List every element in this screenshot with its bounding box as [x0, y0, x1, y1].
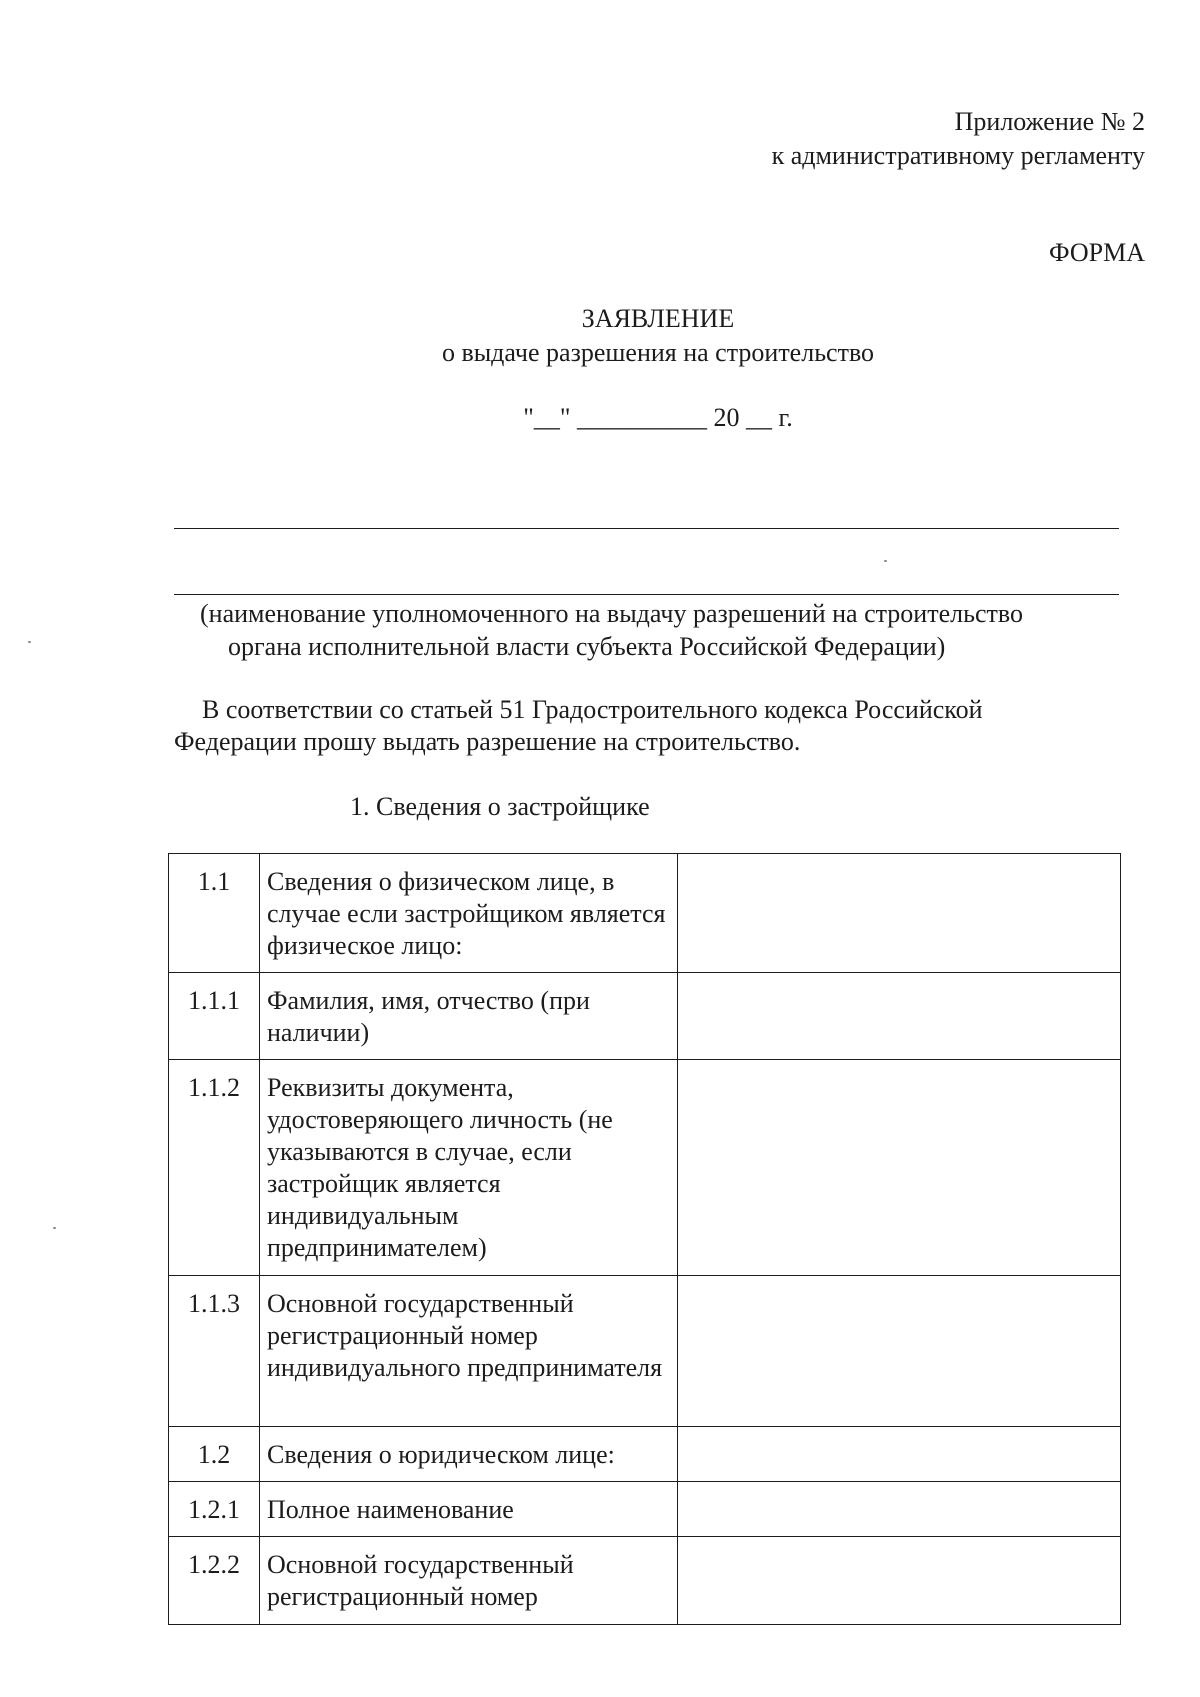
row-value-field[interactable]: [678, 1537, 1121, 1625]
row-number: 1.1.3: [169, 1276, 260, 1427]
developer-info-table: [168, 853, 1121, 1625]
document-subtitle: о выдаче разрешения на строительство: [441, 338, 875, 367]
table-row: [169, 973, 1121, 1060]
row-label: Основной государственный регистрационный номер индивидуального предпринимателя: [260, 1276, 678, 1427]
table-row: [169, 854, 1121, 973]
request-paragraph-line-1: В соответствии со статьей 51 Градостроительного кодекса Российской: [202, 695, 983, 724]
table-row: [169, 1060, 1121, 1276]
row-number: 1.1.2: [169, 1060, 260, 1276]
table-row: [169, 1482, 1121, 1537]
row-value-field[interactable]: [678, 1060, 1121, 1276]
row-number: 1.1: [169, 854, 260, 973]
appendix-line-2: к административному регламенту: [771, 141, 1145, 170]
table-row: [169, 1537, 1121, 1625]
row-number: 1.2: [169, 1427, 260, 1482]
row-value-field[interactable]: [678, 854, 1121, 973]
scan-speck: [884, 560, 887, 562]
row-label: Реквизиты документа, удостоверяющего личность (не указываются в случае, если застройщик является индивидуальным предпринимателем): [260, 1060, 678, 1276]
row-label: Фамилия, имя, отчество (при наличии): [260, 973, 678, 1060]
row-value-field[interactable]: [678, 1276, 1121, 1427]
form-label: ФОРМА: [1049, 238, 1145, 267]
row-number: 1.1.1: [169, 973, 260, 1060]
row-value-field[interactable]: [678, 1427, 1121, 1482]
date-line: "__" __________ 20 __ г.: [523, 403, 793, 432]
row-label: Полное наименование: [260, 1482, 678, 1537]
appendix-line-1: Приложение № 2: [954, 107, 1145, 136]
document-title: ЗАЯВЛЕНИЕ: [581, 304, 735, 333]
request-paragraph-line-2: Федерации прошу выдать разрешение на строительство.: [174, 727, 801, 756]
row-label: Сведения о юридическом лице:: [260, 1427, 678, 1482]
row-number: 1.2.2: [169, 1537, 260, 1625]
authority-line-1: [174, 528, 1119, 529]
row-number: 1.2.1: [169, 1482, 260, 1537]
scan-speck: [53, 1227, 56, 1229]
authority-caption-line-2: органа исполнительной власти субъекта Российской Федерации): [228, 632, 946, 661]
row-value-field[interactable]: [678, 973, 1121, 1060]
scan-speck: [28, 641, 31, 643]
row-label: Основной государственный регистрационный номер: [260, 1537, 678, 1625]
authority-line-2: [174, 594, 1119, 595]
authority-caption-line-1: (наименование уполномоченного на выдачу разрешений на строительство: [200, 599, 1023, 628]
table-row: [169, 1276, 1121, 1427]
table-row: [169, 1427, 1121, 1482]
row-value-field[interactable]: [678, 1482, 1121, 1537]
row-label: Сведения о физическом лице, в случае если застройщиком является физическое лицо:: [260, 854, 678, 973]
section-1-title: 1. Сведения о застройщике: [350, 792, 650, 821]
